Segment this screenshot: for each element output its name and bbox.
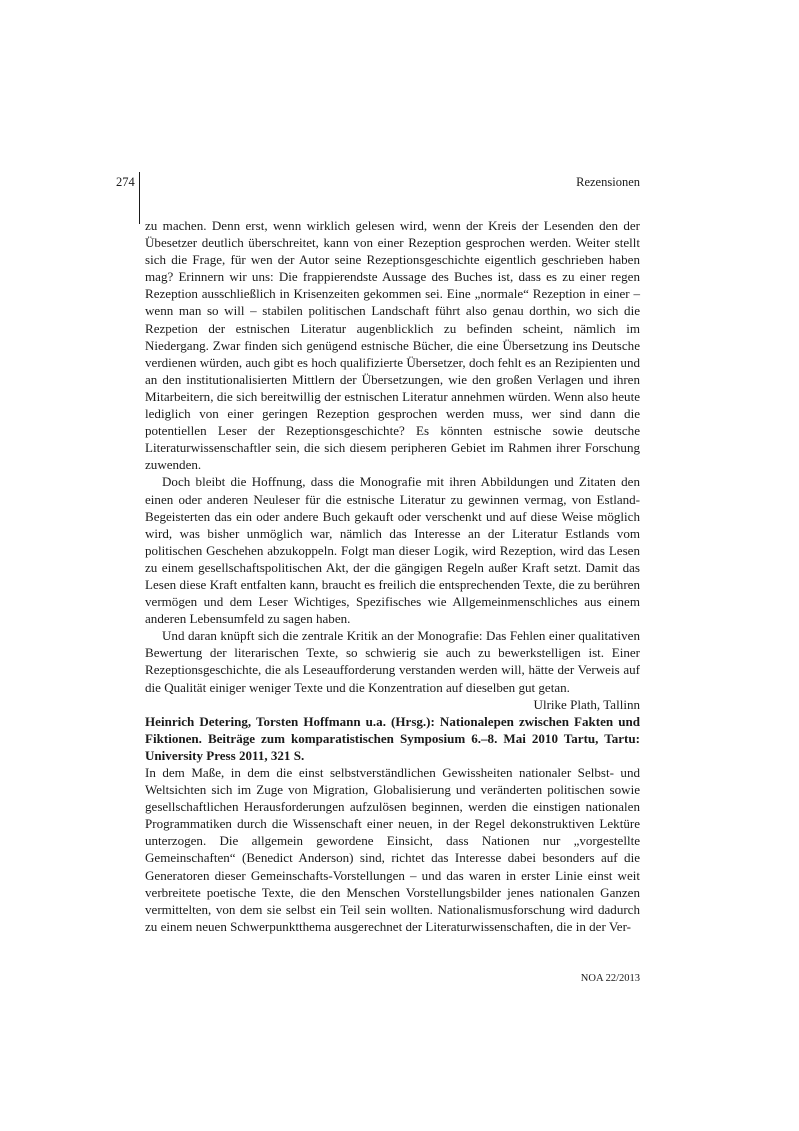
- page-number: 274: [116, 175, 135, 189]
- paragraph: In dem Maße, in dem die einst selbstverständlichen Gewissheiten nationaler Selbst- und Weltsichten sich im Zuge von Migration, Globalisierung und veränderten politischen sowie gesellschaftlichen Herausforderungen aufzulösen beginnen, werden die einstigen nationalen Programmatiken durch die Wissenschaft einer neuen, in der Regel dekonstruktiven Lektüre unterzogen. Die allgemein gewordene Einsicht, dass Nationen nur „vorgestellte Gemeinschaften“ (Benedict Anderson) sind, richtet das Interesse dabei besonders auf die Generatoren dieser Gemeinschafts-Vorstellungen – und das waren in erster Linie einst weit verbreitete poetische Texte, die den Menschen Vorstellungsbilder jenes nationalen Ganzen vermittelten, von dem sie selbst ein Teil sein wollten. Nationalismusforschung wird dadurch zu einem neuen Schwerpunktthema ausgerechnet der Literaturwissenschaften, die in der Ver-: [145, 765, 640, 934]
- review-title: Heinrich Detering, Torsten Hoffmann u.a. (Hrsg.): Nationalepen zwischen Fakten und Fiktionen. Beiträge zum komparatistischen Symposium 6.–8. Mai 2010 Tartu, Tartu: University Press 2011, 321 S.: [145, 713, 640, 763]
- paragraph: Und daran knüpft sich die zentrale Kritik an der Monografie: Das Fehlen einer qualitativen Bewertung der literarischen Texte, so schwierig sie auch zu bewerkstelligen ist. Einer Rezeptionsgeschichte, die als Leseaufforderung verstanden werden will, hätte der Verweis auf die Qualität einiger weniger Texte und die Konzentration auf dieselben gut getan.: [145, 628, 640, 695]
- review-signature: Ulrike Plath, Tallinn: [533, 696, 640, 712]
- footer-journal: NOA 22/2013: [580, 973, 640, 984]
- running-head: Rezensionen: [576, 175, 640, 189]
- text-block: [145, 217, 640, 935]
- paragraph: Doch bleibt die Hoffnung, dass die Monografie mit ihren Abbildungen und Zitaten den einen oder anderen Neuleser für die estnische Literatur zu gewinnen vermag, von Estland-Begeisterten das ein oder andere Buch gekauft oder verschenkt und auf diese Weise möglich wird, was bisher unmöglich war, nämlich das Interesse an der Literatur Estlands vom politischen Geschehen abzukoppeln. Folgt man dieser Logik, wird Rezeption, wird das Lesen zu einem gesellschaftspolitischen Akt, der die gängigen Regeln außer Kraft setzt. Damit das Lesen diese Kraft entfalten kann, braucht es freilich die entsprechenden Texte, die zu berühren vermögen und dem Leser Wichtiges, Spezifisches wie Allgemeinmenschliches aus einem anderen Lebensumfeld zu sagen haben.: [145, 474, 640, 627]
- header-rule: [139, 172, 140, 224]
- paragraph: zu machen. Denn erst, wenn wirklich gelesen wird, wenn der Kreis der Lesenden den der Übesetzer deutlich überschreitet, kann von einer Rezeption gesprochen werden. Weiter stellt sich die Frage, für wen der Autor seine Rezeptionsgeschichte eigentlich geschrieben haben mag? Erinnern wir uns: Die frappierendste Aussage des Buches ist, dass es zu einer regen Rezeption ausschließlich in Krisenzeiten gekommen sei. Eine „normale“ Rezeption in einer – wenn man so will – stabilen politischen Landschaft führt also genau dorthin, wo sich die Rezpetion der estnischen Literatur augenblicklich zu befinden scheint, nämlich im Niedergang. Zwar finden sich genügend estnische Bücher, die eine Übersetzung ins Deutsche verdienen würden, auch gibt es hoch qualifizierte Übersetzer, doch fehlt es an Rezipienten und an den institutionalisierten Mittlern der Übersetzungen, wie den großen Verlagen und ihren Mitarbeitern, die sich bereitwillig der estnischen Literatur annehmen würden. Wenn also heute lediglich von einer geringen Rezeption gesprochen werden muss, wer sind dann die potentiellen Leser der Rezeptionsgeschichte? Es könnten estnische sowie deutsche Literaturwissenschaftler sein, die sich diesem peripheren Gebiet im Rahmen ihrer Forschung zuwenden.: [145, 218, 640, 473]
